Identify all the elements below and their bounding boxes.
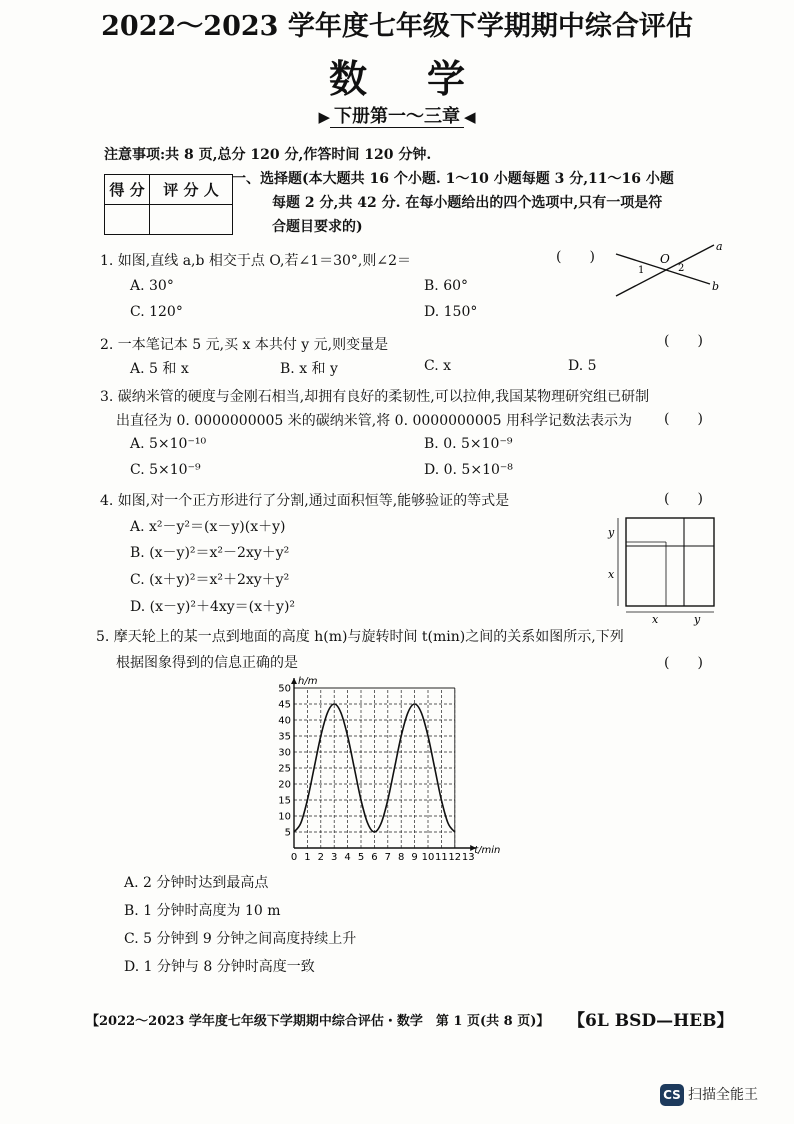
q3-bracket: ( ) (664, 411, 703, 427)
q3-option-a: A. 5×10⁻¹⁰ (130, 436, 207, 452)
score-cell[interactable] (105, 205, 150, 235)
score-box (104, 174, 233, 235)
x-tick-label: 7 (384, 852, 391, 863)
x-tick-label: 1 (304, 852, 311, 863)
q4-bracket: ( ) (664, 491, 703, 507)
q4-option-a: A. x²－y²＝(x－y)(x＋y) (130, 519, 286, 535)
label-o: O (660, 252, 670, 266)
q1-option-a: A. 30° (130, 278, 174, 294)
y-tick-label: 5 (284, 827, 291, 839)
x-tick-label: 4 (344, 852, 351, 863)
q3-stem-line1: 3. 碳纳米管的硬度与金刚石相当,却拥有良好的柔韧性,可以拉伸,我国某物理研究组已研制 (100, 389, 650, 405)
label-angle-2: 2 (678, 263, 685, 274)
grader-cell[interactable] (150, 205, 233, 235)
q5-stem-line1: 5. 摩天轮上的某一点到地面的高度 h(m)与旋转时间 t(min)之间的关系如图所示,下列 (96, 629, 624, 645)
x-tick-label: 0 (290, 852, 298, 863)
q1-bracket: ( ) (556, 249, 595, 265)
y-tick-label: 35 (278, 731, 291, 743)
y-tick-label: 15 (278, 795, 291, 807)
square (626, 518, 714, 606)
notice: 注意事项:共 8 页,总分 120 分,作答时间 120 分钟. (104, 147, 432, 163)
scope-label: 下册第一～三章 (330, 106, 464, 128)
q1-option-c: C. 120° (130, 304, 183, 320)
y-tick-label: 30 (278, 747, 291, 759)
q5-option-b: B. 1 分钟时高度为 10 m (124, 903, 281, 919)
chart-x-axis-label: t/min (474, 845, 501, 856)
x-tick-label: 3 (331, 852, 338, 863)
label-angle-1: 1 (638, 265, 645, 276)
q5-bracket: ( ) (664, 655, 703, 671)
section1-line2: 每题 2 分,共 42 分. 在每小题给出的四个选项中,只有一项是符 (272, 195, 663, 211)
section1-line1: 一、选择题(本大题共 16 个小题. 1～10 小题每题 3 分,11～16 小题 (232, 171, 674, 187)
q3-option-b: B. 0. 5×10⁻⁹ (424, 436, 513, 452)
x-tick-label: 10 (421, 852, 435, 863)
q2-option-b: B. x 和 y (280, 361, 338, 377)
chart-y-axis-label: h/m (298, 676, 318, 687)
q5-option-d: D. 1 分钟与 8 分钟时高度一致 (124, 959, 315, 975)
exam-title: 2022～2023 学年度七年级下学期期中综合评估 (101, 11, 693, 42)
x-tick-label: 11 (435, 852, 448, 863)
x-tick-label: 5 (357, 852, 365, 863)
q5-option-c: C. 5 分钟到 9 分钟之间高度持续上升 (124, 931, 357, 947)
right-triangle-icon: ▶ (318, 108, 330, 126)
grader-label: 评 分 人 (150, 175, 233, 205)
score-label: 得 分 (105, 175, 150, 205)
q4-option-d: D. (x－y)²＋4xy＝(x＋y)² (130, 599, 296, 615)
scanner-label: 扫描全能王 (688, 1087, 758, 1103)
x-tick-label: 2 (317, 852, 324, 863)
y-tick-label: 10 (278, 811, 291, 823)
label-b: b (712, 280, 720, 293)
label-y-bottom: y (694, 613, 701, 626)
chart-grid (294, 688, 455, 848)
label-y-left: y (608, 526, 615, 539)
q2-stem: 2. 一本笔记本 5 元,买 x 本共付 y 元,则变量是 (100, 337, 389, 353)
x-tick-label: 13 (461, 852, 475, 863)
y-tick-label: 45 (278, 699, 291, 711)
q3-stem-line2: 出直径为 0. 0000000005 米的碳纳米管,将 0. 0000000005 用科学记数法表示为 (116, 413, 633, 429)
label-x-bottom: x (652, 613, 659, 626)
footer-page-info: 【2022～2023 学年度七年级下学期期中综合评估・数学 第 1 页(共 8 页)】 (86, 1014, 550, 1029)
q5-option-a: A. 2 分钟时达到最高点 (124, 875, 269, 891)
y-tick-label: 20 (278, 779, 291, 791)
scope-banner (0, 102, 794, 128)
q5-height-time-chart (276, 676, 536, 866)
q3-option-d: D. 0. 5×10⁻⁸ (424, 462, 513, 478)
scanner-watermark (660, 1084, 758, 1106)
q1-figure (612, 240, 722, 300)
label-x-left: x (608, 568, 615, 581)
subject-title: 数学 (328, 56, 525, 101)
q2-option-c: C. x (424, 358, 452, 374)
q3-option-c: C. 5×10⁻⁹ (130, 462, 201, 478)
q1-option-b: B. 60° (424, 278, 469, 294)
q5-stem-line2: 根据图象得到的信息正确的是 (116, 655, 298, 671)
q2-option-a: A. 5 和 x (130, 361, 189, 377)
q4-stem: 4. 如图,对一个正方形进行了分割,通过面积恒等,能够验证的等式是 (100, 493, 510, 509)
q1-stem: 1. 如图,直线 a,b 相交于点 O,若∠1＝30°,则∠2＝ (100, 253, 412, 269)
y-tick-label: 25 (278, 763, 291, 775)
q4-square-figure (604, 512, 724, 624)
y-axis-arrow-icon (291, 678, 297, 684)
x-tick-label: 12 (448, 852, 462, 863)
x-tick-label: 6 (371, 852, 378, 863)
x-tick-label: 9 (411, 852, 418, 863)
q2-option-d: D. 5 (568, 358, 597, 374)
x-tick-label: 8 (398, 852, 405, 863)
section1-line3: 合题目要求的) (272, 219, 363, 235)
q1-option-d: D. 150° (424, 304, 478, 320)
y-tick-label: 40 (278, 715, 291, 727)
q2-bracket: ( ) (664, 333, 703, 349)
camscanner-icon: CS (660, 1084, 684, 1106)
q4-option-b: B. (x－y)²＝x²－2xy＋y² (130, 545, 290, 561)
q4-option-c: C. (x＋y)²＝x²＋2xy＋y² (130, 572, 290, 588)
footer-code: 【6L BSD—HEB】 (568, 1011, 734, 1031)
left-triangle-icon: ◀ (464, 108, 476, 126)
label-a: a (716, 240, 723, 253)
y-tick-label: 50 (278, 683, 291, 695)
